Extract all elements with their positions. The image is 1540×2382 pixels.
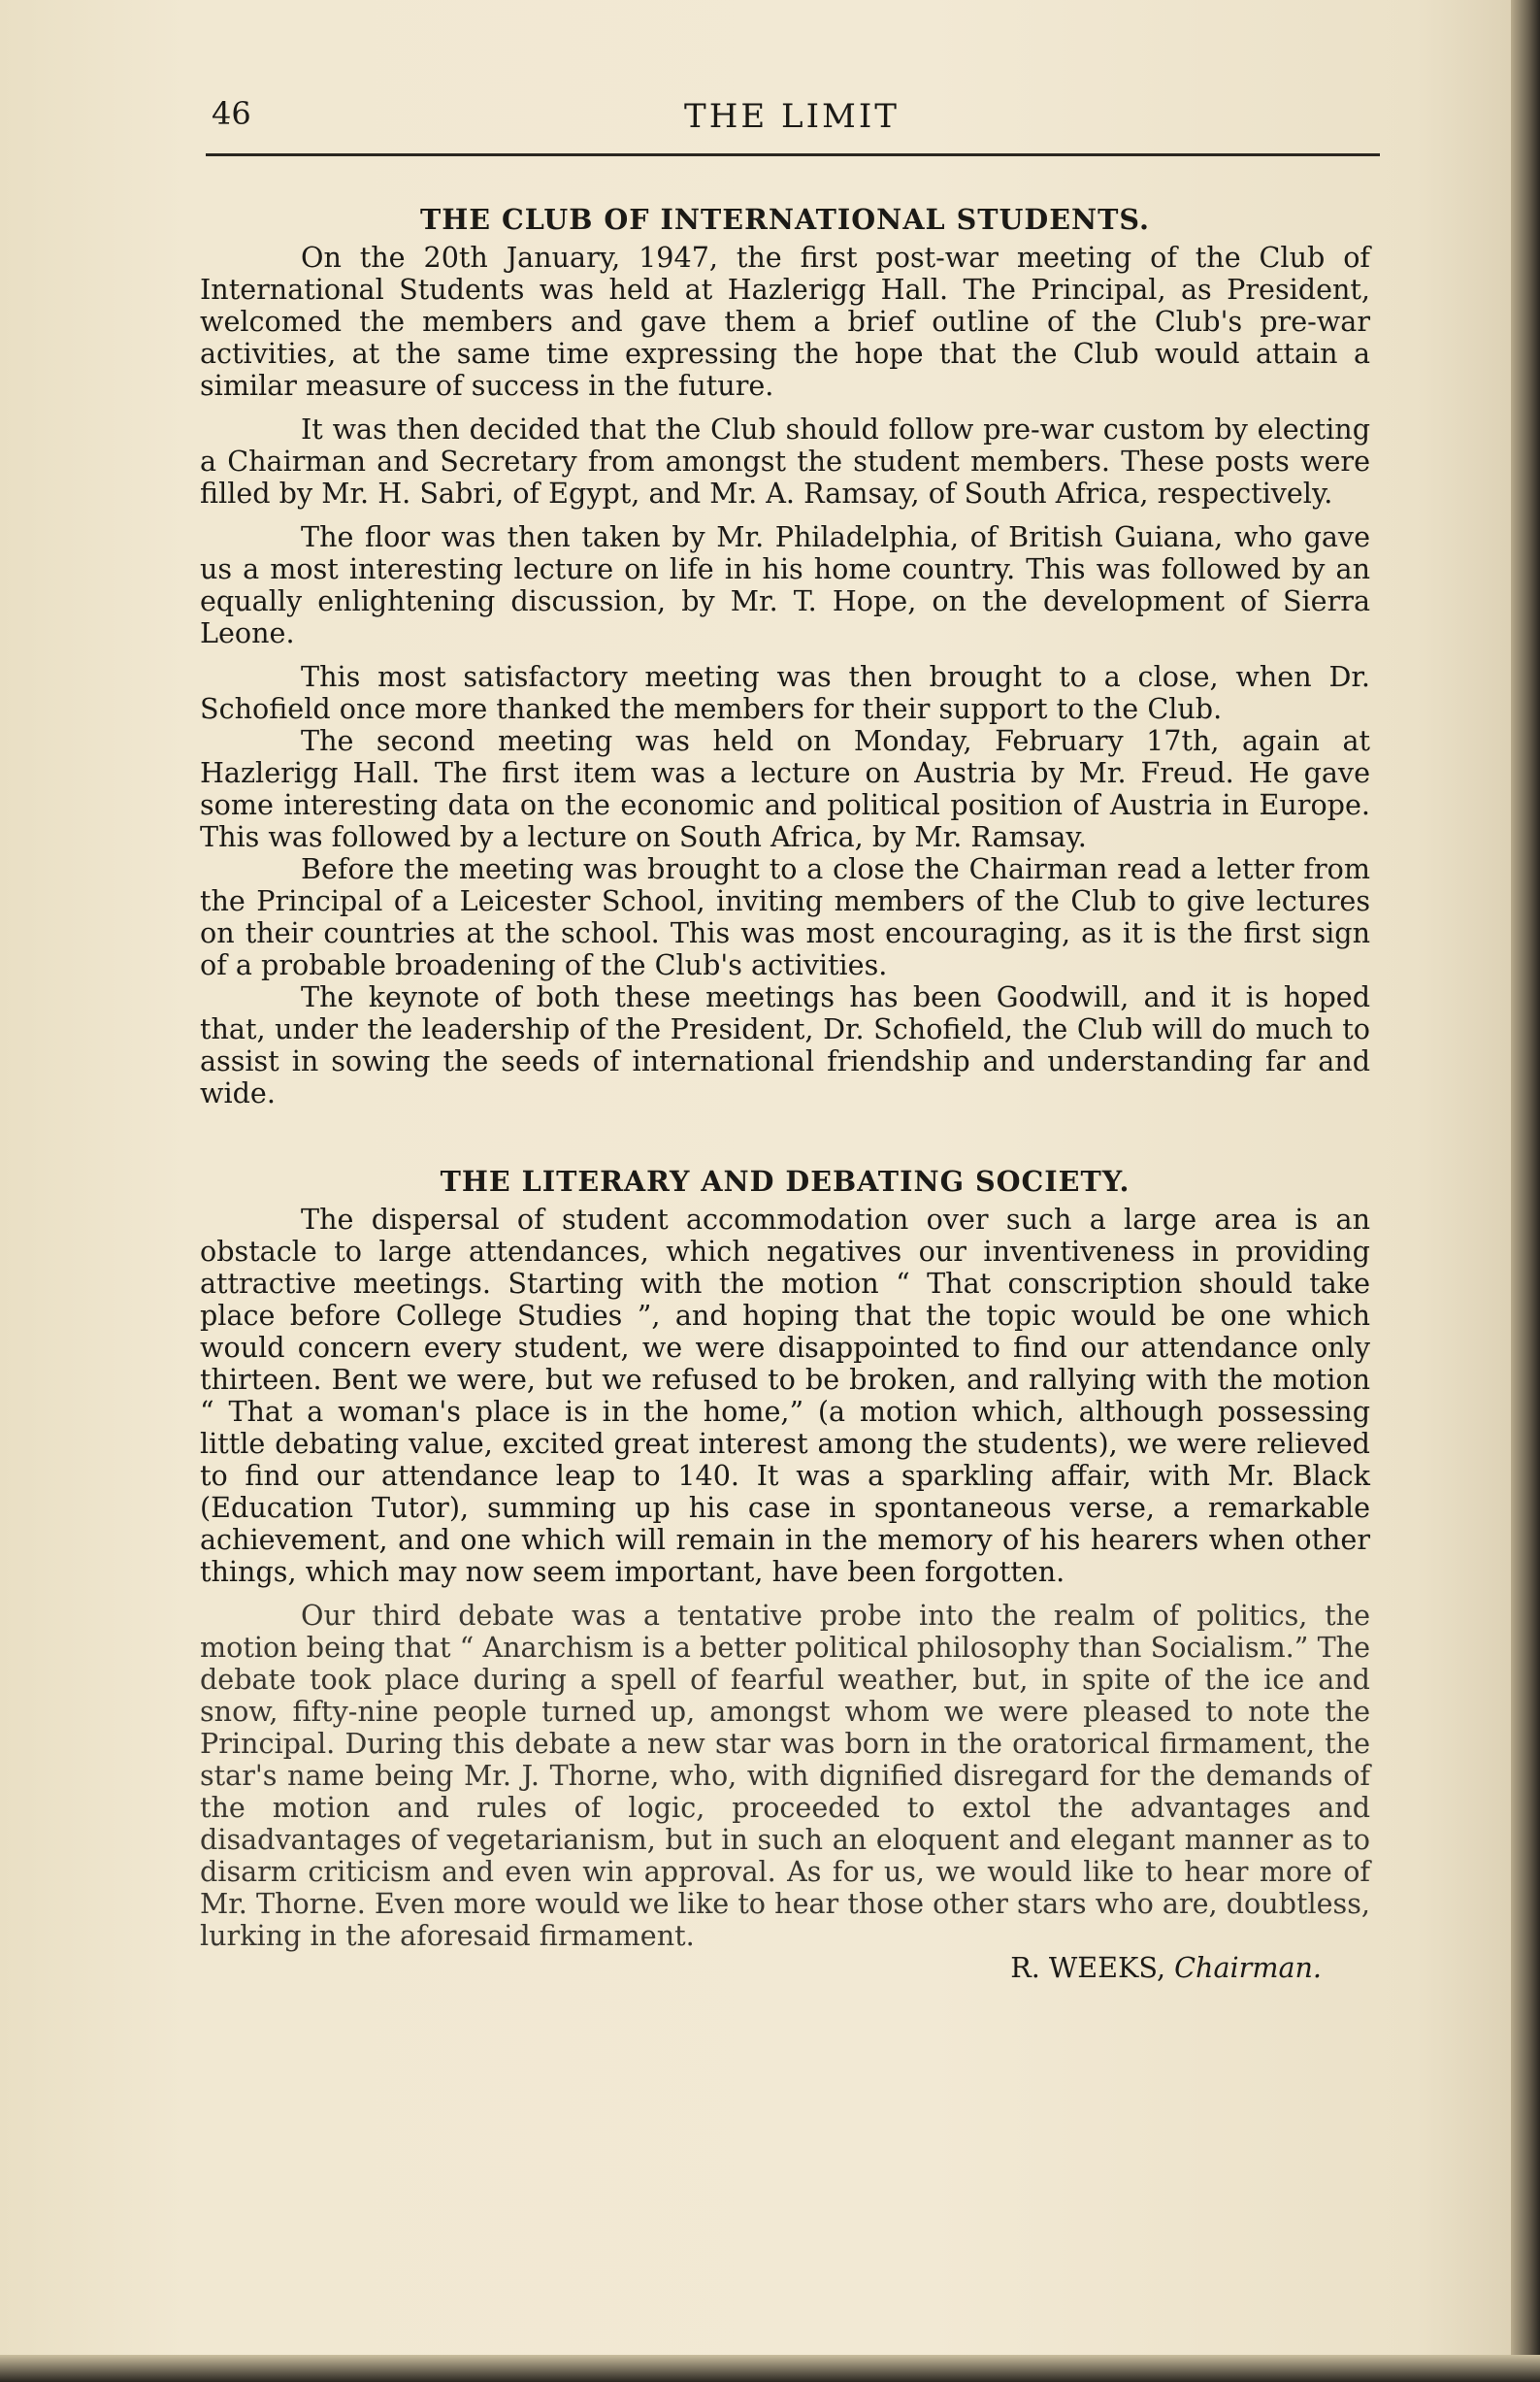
page-bottom-edge xyxy=(0,2355,1540,2382)
paragraph: The keynote of both these meetings has been Goodwill, and it is hoped that, under the leadership of the President, Dr. Schofield, the Club will do much to assist in sowing the seeds of international friendship and understanding far and wide. xyxy=(200,980,1370,1109)
section-title: THE LITERARY AND DEBATING SOCIETY. xyxy=(440,1165,1130,1198)
section-spacer xyxy=(200,1121,1370,1166)
section-title: THE CLUB OF INTERNATIONAL STUDENTS. xyxy=(419,203,1151,236)
paragraph: It was then decided that the Club should follow pre-war custom by electing a Chairman and Secretary from amongst the student members. These posts were filled by Mr. H. Sabri, of Egypt, and Mr. A. Ramsay, of South Africa, respectively. xyxy=(200,413,1370,510)
signature-role: Chairman. xyxy=(1174,1951,1322,1984)
article-body xyxy=(200,204,1370,1984)
signature-name: R. WEEKS, xyxy=(1010,1951,1166,1984)
page-binding-edge xyxy=(1511,0,1540,2382)
paragraph: On the 20th January, 1947, the first post-war meeting of the Club of International Students was held at Hazlerigg Hall. The Principal, as President, welcomed the members and gave them a brief outline of the Club's pre-war activities, at the same time expressing the hope that the Club would attain a similar measure of success in the future. xyxy=(200,241,1370,402)
page-number: 46 xyxy=(212,95,251,132)
paragraph: The second meeting was held on Monday, February 17th, again at Hazlerigg Hall. The first item was a lecture on Austria by Mr. Freud. He gave some interesting data on the economic and political position of Austria in Europe. This was followed by a lecture on South Africa, by Mr. Ramsay. xyxy=(200,724,1370,853)
signature xyxy=(200,1952,1370,1984)
section-literary-debating xyxy=(200,1166,1370,1984)
paragraph: The floor was then taken by Mr. Philadelphia, of British Guiana, who gave us a most interesting lecture on life in his home country. This was followed by an equally enlightening discussion, by Mr. T. Hope, on the development of Sierra Leone. xyxy=(200,520,1370,649)
paragraph: This most satisfactory meeting was then brought to a close, when Dr. Schofield once more thanked the members for their support to the Club. xyxy=(200,660,1370,725)
paragraph: The dispersal of student accommodation over such a large area is an obstacle to large attendances, which negatives our inventiveness in providing attractive meetings. Starting with the motion “ That conscription should take place before College Studies ”, and hoping that the topic would be one which would concern every student, we were disappointed to find our attendance only thirteen. Bent we were, but we refused to be broken, and rallying with the motion “ That a woman's place is in the home,” (a motion which, although possessing little debating value, excited great interest among the students), we were relieved to find our attendance leap to 140. It was a sparkling affair, with Mr. Black (Education Tutor), summing up his case in spontaneous verse, a remarkable achievement, and one which will remain in the memory of his hearers when other things, which may now seem important, have been forgotten. xyxy=(200,1203,1370,1588)
page-header xyxy=(206,89,1378,148)
paragraph: Before the meeting was brought to a close the Chairman read a letter from the Principal of a Leicester School, inviting members of the Club to give lectures on their countries at the school. This was most encouraging, as it is the first sign of a probable broadening of the Club's activities. xyxy=(200,852,1370,981)
section-international-students xyxy=(200,204,1370,1109)
header-rule xyxy=(206,153,1380,156)
paragraph: Our third debate was a tentative probe into the realm of politics, the motion being that “ Anarchism is a better political philosophy than Socialism.” The debate took place during a spell of fearful weather, but, in spite of the ice and snow, fifty-nine people turned up, amongst whom we were pleased to note the Principal. During this debate a new star was born in the oratorical firmament, the star's name being Mr. J. Thorne, who, with dignified disregard for the demands of the motion and rules of logic, proceeded to extol the advantages and disadvantages of vegetarianism, but in such an eloquent and elegant manner as to disarm criticism and even win approval. As for us, we would like to hear more of Mr. Thorne. Even more would we like to hear those other stars who are, doubtless, lurking in the aforesaid firmament. xyxy=(200,1599,1370,1952)
running-title: THE LIMIT xyxy=(684,97,900,136)
